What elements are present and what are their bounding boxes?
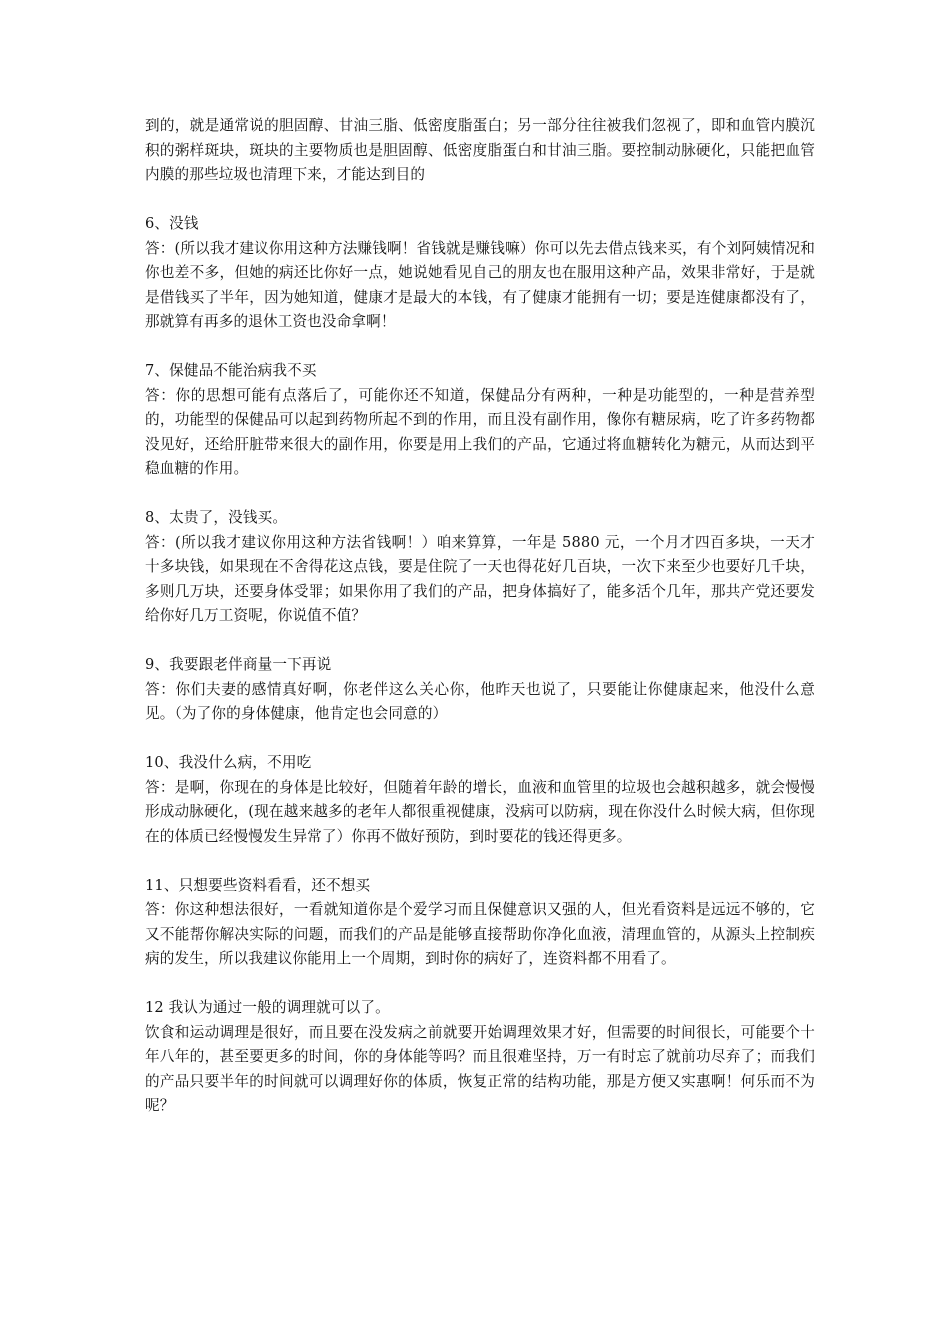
qa-item-11	[145, 874, 815, 972]
qa-item-9	[145, 653, 815, 727]
intro-paragraph-block	[145, 114, 815, 188]
question-8: 8、太贵了，没钱买。	[145, 509, 288, 526]
question-10: 10、我没什么病，不用吃	[145, 754, 312, 771]
question-11: 11、只想要些资料看看，还不想买	[145, 876, 371, 894]
question-7: 7、保健品不能治病我不买	[145, 362, 317, 379]
question-12: 12 我认为通过一般的调理就可以了。	[145, 999, 390, 1016]
question-9: 9、我要跟老伴商量一下再说	[145, 656, 332, 673]
question-6: 6、没钱	[145, 215, 199, 232]
qa-item-6	[145, 212, 815, 335]
qa-item-10	[145, 751, 815, 849]
qa-item-8	[145, 506, 815, 629]
intro-paragraph: 到的，就是通常说的胆固醇、甘油三脂、低密度脂蛋白；另一部分往往被我们忽视了，即和血管内膜沉积的粥样斑块，斑块的主要物质也是胆固醇、低密度脂蛋白和甘油三脂。要控制动脉硬化，只能把血管内膜的那些垃圾也清理下来，才能达到目的	[145, 117, 815, 183]
answer-6: 答：(所以我才建议你用这种方法赚钱啊！省钱就是赚钱嘛）你可以先去借点钱来买，有个刘阿姨情况和你也差不多，但她的病还比你好一点，她说她看见自己的朋友也在服用这种产品，效果非常好，于是就是借钱买了半年，因为她知道，健康才是最大的本钱，有了健康才能拥有一切；要是连健康都没有了，那就算有再多的退休工资也没命拿啊！	[145, 239, 815, 330]
document-page	[145, 114, 815, 1143]
qa-item-7	[145, 359, 815, 482]
answer-9: 答：你们夫妻的感情真好啊，你老伴这么关心你，他昨天也说了，只要能让你健康起来，他没什么意见。（为了你的身体健康，他肯定也会同意的）	[145, 680, 815, 722]
answer-12: 饮食和运动调理是很好，而且要在没发病之前就要开始调理效果才好，但需要的时间很长，可能要个十年八年的，甚至要更多的时间，你的身体能等吗？而且很难坚持，万一有时忘了就前功尽弃了；而我们的产品只要半年的时间就可以调理好你的体质，恢复正常的结构功能，那是方便又实惠啊！何乐而不为呢？	[145, 1023, 815, 1114]
answer-10: 答：是啊，你现在的身体是比较好，但随着年龄的增长，血液和血管里的垃圾也会越积越多，就会慢慢形成动脉硬化，(现在越来越多的老年人都很重视健康，没病可以防病，现在你没什么时候大病，但你现在的体质已经慢慢发生异常了）你再不做好预防，到时要花的钱还得更多。	[145, 778, 815, 845]
answer-8: 答：(所以我才建议你用这种方法省钱啊！）咱来算算，一年是 5880 元，一个月才四百多块，一天才十多块钱，如果现在不舍得花这点钱，要是住院了一天也得花好几百块，一次下来至少也要好几千块，多则几万块，还要身体受罪；如果你用了我们的产品，把身体搞好了，能多活个几年，那共产党还要发给你好几万工资呢，你说值不值？	[145, 533, 815, 624]
answer-11: 答：你这种想法很好，一看就知道你是个爱学习而且保健意识又强的人，但光看资料是远远不够的，它又不能帮你解决实际的问题，而我们的产品是能够直接帮助你净化血液，清理血管的，从源头上控制疾病的发生，所以我建议你能用上一个周期，到时你的病好了，连资料都不用看了。	[145, 901, 815, 967]
answer-7: 答：你的思想可能有点落后了，可能你还不知道，保健品分有两种，一种是功能型的，一种是营养型的，功能型的保健品可以起到药物所起不到的作用，而且没有副作用，像你有糖尿病，吃了许多药物都没见好，还给肝脏带来很大的副作用，你要是用上我们的产品，它通过将血糖转化为糖元，从而达到平稳血糖的作用。	[145, 386, 815, 477]
qa-item-12	[145, 996, 815, 1119]
